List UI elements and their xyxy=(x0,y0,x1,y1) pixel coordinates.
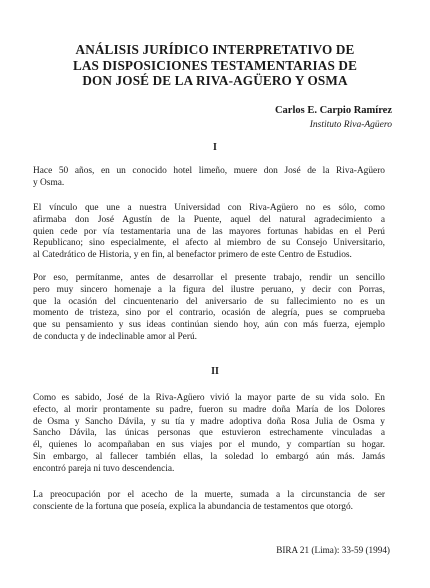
text-line: Republicano; sino especialmente, el afecto al miembro de su Consejo Universitario, xyxy=(33,238,385,249)
text-line: que la ocasión del cincuentenario del aniversario de su fallecimiento no es un xyxy=(33,296,385,307)
text-line: encontró pareja ni tuvo descendencia. xyxy=(33,463,175,474)
title-line: DON JOSÉ DE LA RIVA-AGÜERO Y OSMA xyxy=(82,73,348,88)
title-line: ANÁLISIS JURÍDICO INTERPRETATIVO DE xyxy=(75,42,355,57)
text-line: efecto, al morir prontamente su padre, fueron su madre doña María de los Dolores xyxy=(33,404,385,415)
text-line: de Osma y Sancho Dávila, y su tía y madre adoptiva doña Rosa Julia de Osma y xyxy=(33,416,385,427)
text-line: La preocupación por el acecho de la muerte, sumada a la circunstancia de ser xyxy=(33,490,385,500)
paragraph xyxy=(33,490,385,514)
text-line: afirmaba don José Agustín de la Puente, aquel del natural agradecimiento a xyxy=(33,214,385,225)
section-number: I xyxy=(213,142,217,153)
text-line: momento de tristeza, sino por el contrario, ocasión de alegría, pues se comprueba xyxy=(33,308,385,319)
text-line: pero muy sincero homenaje a la figura del ilustre peruano, y decir con Porras, xyxy=(33,284,385,295)
text-line: y Osma. xyxy=(33,177,65,188)
text-line: consciente de la fortuna que poseía, explica la abundancia de testamentos que otorgó. xyxy=(33,501,354,512)
text-line: que su pensamiento y sus ideas continúan siendo hoy, aún con más fuerza, ejemplo xyxy=(33,320,385,331)
text-line: de conducta y de indeclinable amor al Perú. xyxy=(33,331,197,342)
page-citation: BIRA 21 (Lima): 33-59 (1994) xyxy=(276,545,390,555)
paragraph xyxy=(33,273,385,344)
author-affiliation: Instituto Riva-Agüero xyxy=(309,120,392,130)
paragraph xyxy=(33,166,385,190)
text-line: Como es sabido, José de la Riva-Agüero vivió la mayor parte de su vida solo. En xyxy=(33,393,385,403)
text-line: Sin embargo, al fallecer también ellas, la soledad lo embargó aún más. Jamás xyxy=(33,451,385,462)
author-name: Carlos E. Carpio Ramírez xyxy=(274,105,392,116)
text-line: Por eso, permítanme, antes de desarrollar el presente trabajo, rendir un sencillo xyxy=(33,273,385,283)
text-line: él, quienes lo acompañaban en sus viajes por el mundo, y compartían su hogar. xyxy=(33,440,385,451)
text-line: quien cede por vía testamentaria una de las mayores fortunas habidas en el Perú xyxy=(33,226,385,237)
title-line: LAS DISPOSICIONES TESTAMENTARIAS DE xyxy=(72,57,358,73)
text-line: al Catedrático de Historia, y en fin, al benefactor primero de este Centro de Estudios. xyxy=(33,250,352,261)
section-number: II xyxy=(211,366,219,377)
text-line: Sancho Dávila, las únicas personas que estuvieron estrechamente vinculadas a xyxy=(33,428,385,439)
paragraph xyxy=(33,203,385,262)
paragraph xyxy=(33,393,385,476)
article-title xyxy=(0,42,430,89)
text-line: Hace 50 años, en un conocido hotel limeño, muere don José de la Riva-Agüero xyxy=(33,166,385,176)
text-line: El vínculo que une a nuestra Universidad con Riva-Agüero no es sólo, como xyxy=(33,203,385,213)
